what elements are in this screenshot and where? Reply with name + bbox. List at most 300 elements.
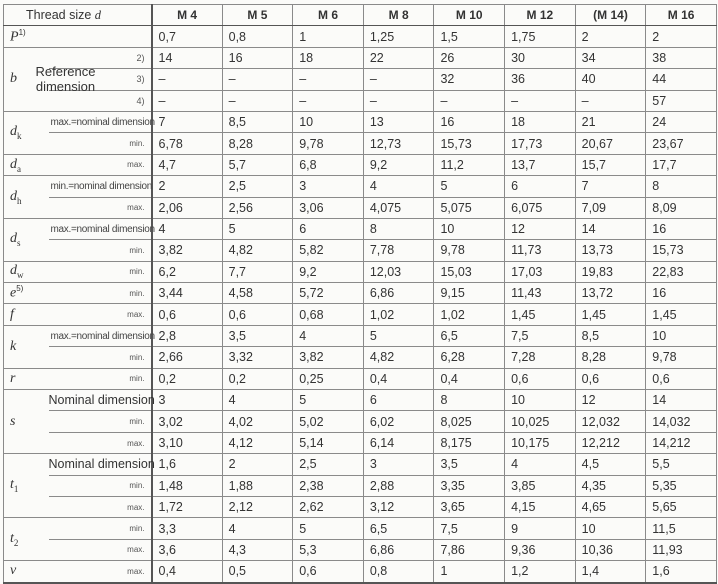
value-cell: 13 <box>363 111 434 132</box>
size-header: M 6 <box>293 5 364 26</box>
value-cell: 6,02 <box>363 411 434 432</box>
value-cell: 12,032 <box>575 411 646 432</box>
value-cell: 8 <box>363 218 434 239</box>
value-cell: 2,06 <box>152 197 223 218</box>
table-row <box>4 475 717 496</box>
value-cell: 11,43 <box>505 283 576 304</box>
symbol-cell <box>4 111 49 154</box>
value-cell: 6,28 <box>434 347 505 368</box>
value-cell: 4 <box>505 454 576 475</box>
qualifier: min.=nominal dimension <box>49 176 152 197</box>
qualifier: 2) <box>49 47 152 68</box>
value-cell: – <box>575 90 646 111</box>
value-cell: 3,82 <box>152 240 223 261</box>
value-cell: 6,78 <box>152 133 223 154</box>
value-cell: 1,4 <box>575 561 646 583</box>
value-cell: 38 <box>646 47 717 68</box>
value-cell: 17,03 <box>505 261 576 282</box>
value-cell: 44 <box>646 69 717 90</box>
table-row <box>4 368 717 389</box>
value-cell: 0,2 <box>222 368 293 389</box>
value-cell: 3,6 <box>152 539 223 560</box>
value-cell: 4,075 <box>363 197 434 218</box>
value-cell: 10,36 <box>575 539 646 560</box>
table-row <box>4 454 717 475</box>
symbol: d <box>10 124 17 140</box>
value-cell: – <box>222 69 293 90</box>
value-cell: 0,25 <box>293 368 364 389</box>
value-cell: 6 <box>363 390 434 411</box>
value-cell: 11,73 <box>505 240 576 261</box>
value-cell: 7,86 <box>434 539 505 560</box>
value-cell: – <box>363 69 434 90</box>
value-cell: 11,5 <box>646 518 717 539</box>
table-row <box>4 325 717 346</box>
value-cell: 36 <box>505 69 576 90</box>
symbol-cell <box>4 390 49 454</box>
qualifier: min. <box>49 475 152 496</box>
symbol: d <box>10 156 17 172</box>
value-cell: 7,5 <box>434 518 505 539</box>
qualifier: max. <box>49 197 152 218</box>
value-cell: 0,6 <box>575 368 646 389</box>
value-cell: 5,02 <box>293 411 364 432</box>
symbol-cell <box>4 176 49 219</box>
value-cell: 8,5 <box>575 325 646 346</box>
value-cell: 13,7 <box>505 154 576 175</box>
value-cell: 0,6 <box>222 304 293 325</box>
value-cell: 16 <box>646 283 717 304</box>
table-row <box>4 154 717 175</box>
value-cell: 14 <box>152 47 223 68</box>
value-cell: 14,212 <box>646 432 717 453</box>
value-cell: 3,35 <box>434 475 505 496</box>
value-cell: 4,02 <box>222 411 293 432</box>
value-cell: 0,68 <box>293 304 364 325</box>
value-cell: 30 <box>505 47 576 68</box>
value-cell: 10 <box>505 390 576 411</box>
value-cell: – <box>152 69 223 90</box>
value-cell: 5,075 <box>434 197 505 218</box>
value-cell: 16 <box>646 218 717 239</box>
value-cell: 3,12 <box>363 496 434 517</box>
value-cell: 8 <box>646 176 717 197</box>
value-cell: 11,93 <box>646 539 717 560</box>
value-cell: 9,78 <box>293 133 364 154</box>
value-cell: 12 <box>505 218 576 239</box>
qualifier: min. <box>49 368 152 389</box>
qualifier: min. <box>49 518 152 539</box>
symbol-cell <box>4 47 96 111</box>
value-cell: 10 <box>434 218 505 239</box>
table-row <box>4 218 717 239</box>
value-cell: 10,025 <box>505 411 576 432</box>
value-cell: 1 <box>293 26 364 47</box>
symbol: r <box>10 370 16 386</box>
value-cell: 1,02 <box>434 304 505 325</box>
thread-size-header <box>4 5 152 26</box>
table-row <box>4 539 717 560</box>
value-cell: 12,03 <box>363 261 434 282</box>
value-cell: 4,58 <box>222 283 293 304</box>
header-row <box>4 5 717 26</box>
value-cell: 7,09 <box>575 197 646 218</box>
symbol: P <box>10 29 19 45</box>
value-cell: 0,8 <box>363 561 434 583</box>
symbol: v <box>10 563 17 579</box>
size-header: M 16 <box>646 5 717 26</box>
table-row <box>4 197 717 218</box>
value-cell: 2,88 <box>363 475 434 496</box>
value-cell: 3,85 <box>505 475 576 496</box>
value-cell: 5,82 <box>293 240 364 261</box>
symbol-subscript: w <box>17 270 24 281</box>
value-cell: 4,12 <box>222 432 293 453</box>
value-cell: 6,8 <box>293 154 364 175</box>
table-row <box>4 304 717 325</box>
value-cell: 0,7 <box>152 26 223 47</box>
value-cell: 17,73 <box>505 133 576 154</box>
symbol: f <box>10 306 14 322</box>
value-cell: 15,7 <box>575 154 646 175</box>
size-header: (M 14) <box>575 5 646 26</box>
value-cell: 11,2 <box>434 154 505 175</box>
value-cell: 9,78 <box>646 347 717 368</box>
table-row <box>4 561 717 583</box>
value-cell: 5 <box>434 176 505 197</box>
value-cell: 12,73 <box>363 133 434 154</box>
value-cell: 4,7 <box>152 154 223 175</box>
qualifier: max. <box>49 432 152 453</box>
symbol-cell <box>4 368 49 389</box>
value-cell: 1,5 <box>434 26 505 47</box>
value-cell: 1 <box>434 561 505 583</box>
value-cell: 15,03 <box>434 261 505 282</box>
value-cell: 8 <box>434 390 505 411</box>
table-row <box>4 261 717 282</box>
qualifier: max. <box>49 154 152 175</box>
value-cell: 10 <box>646 325 717 346</box>
value-cell: 2 <box>646 26 717 47</box>
value-cell: 1,6 <box>152 454 223 475</box>
value-cell: 6,075 <box>505 197 576 218</box>
value-cell: 1,48 <box>152 475 223 496</box>
value-cell: 8,28 <box>222 133 293 154</box>
value-cell: 4 <box>363 176 434 197</box>
qualifier: 3) <box>49 69 152 90</box>
value-cell: 2,62 <box>293 496 364 517</box>
value-cell: 0,5 <box>222 561 293 583</box>
value-cell: 3,44 <box>152 283 223 304</box>
value-cell: 0,4 <box>434 368 505 389</box>
value-cell: 2,66 <box>152 347 223 368</box>
value-cell: 7,5 <box>505 325 576 346</box>
value-cell: – <box>152 90 223 111</box>
value-cell: 6 <box>293 218 364 239</box>
value-cell: 8,025 <box>434 411 505 432</box>
value-cell: 14 <box>575 218 646 239</box>
table-row <box>4 47 717 68</box>
value-cell: 2,5 <box>293 454 364 475</box>
value-cell: 3,06 <box>293 197 364 218</box>
footnote-ref: 5) <box>16 284 24 294</box>
symbol-cell <box>4 154 49 175</box>
value-cell: 18 <box>293 47 364 68</box>
value-cell: 14 <box>646 390 717 411</box>
value-cell: 7,7 <box>222 261 293 282</box>
size-header: M 5 <box>222 5 293 26</box>
value-cell: 7 <box>152 111 223 132</box>
value-cell: 10,175 <box>505 432 576 453</box>
symbol-description: Reference dimension <box>35 64 96 95</box>
table-row <box>4 411 717 432</box>
symbol: k <box>10 338 17 354</box>
value-cell: 2,56 <box>222 197 293 218</box>
value-cell: 9,36 <box>505 539 576 560</box>
qualifier: Nominal dimension <box>49 454 152 475</box>
value-cell: 8,175 <box>434 432 505 453</box>
table-row <box>4 518 717 539</box>
value-cell: 18 <box>505 111 576 132</box>
value-cell: 4 <box>293 325 364 346</box>
symbol-cell <box>4 561 49 583</box>
value-cell: – <box>293 69 364 90</box>
value-cell: 2,5 <box>222 176 293 197</box>
symbol: t <box>10 477 14 493</box>
value-cell: 1,45 <box>505 304 576 325</box>
qualifier: max.=nominal dimension <box>49 218 152 239</box>
qualifier: min. <box>49 133 152 154</box>
value-cell: 0,6 <box>646 368 717 389</box>
table-row <box>4 496 717 517</box>
value-cell: 57 <box>646 90 717 111</box>
table-row <box>4 347 717 368</box>
value-cell: 4,65 <box>575 496 646 517</box>
table-row <box>4 176 717 197</box>
value-cell: 2 <box>575 26 646 47</box>
value-cell: 12 <box>575 390 646 411</box>
qualifier: min. <box>49 283 152 304</box>
value-cell: 17,7 <box>646 154 717 175</box>
value-cell: 13,73 <box>575 240 646 261</box>
symbol-cell <box>4 518 49 561</box>
value-cell: 32 <box>434 69 505 90</box>
table-row <box>4 133 717 154</box>
value-cell: 12,212 <box>575 432 646 453</box>
value-cell: 1,72 <box>152 496 223 517</box>
table-body <box>4 26 717 583</box>
qualifier: Nominal dimension <box>49 390 152 411</box>
qualifier: min. <box>49 347 152 368</box>
value-cell: 5 <box>222 218 293 239</box>
value-cell: 15,73 <box>646 240 717 261</box>
size-header: M 4 <box>152 5 223 26</box>
value-cell: 22 <box>363 47 434 68</box>
value-cell: – <box>222 90 293 111</box>
qualifier: max. <box>49 539 152 560</box>
value-cell: – <box>293 90 364 111</box>
symbol: d <box>10 231 17 247</box>
value-cell: 2 <box>222 454 293 475</box>
value-cell: 3,02 <box>152 411 223 432</box>
symbol-cell <box>4 261 49 282</box>
value-cell: 9,2 <box>363 154 434 175</box>
value-cell: 0,4 <box>363 368 434 389</box>
value-cell: 24 <box>646 111 717 132</box>
value-cell: 7 <box>575 176 646 197</box>
qualifier: max. <box>49 496 152 517</box>
value-cell: 7,78 <box>363 240 434 261</box>
symbol-cell <box>4 304 49 325</box>
value-cell: 4,3 <box>222 539 293 560</box>
qualifier: 4) <box>49 90 152 111</box>
table-row <box>4 111 717 132</box>
value-cell: 13,72 <box>575 283 646 304</box>
symbol-subscript: 2 <box>13 537 19 548</box>
symbol: s <box>10 413 16 429</box>
symbol: d <box>10 188 17 204</box>
value-cell: 1,25 <box>363 26 434 47</box>
value-cell: 16 <box>434 111 505 132</box>
value-cell: 26 <box>434 47 505 68</box>
value-cell: 3 <box>293 176 364 197</box>
value-cell: 10 <box>293 111 364 132</box>
value-cell: 1,02 <box>363 304 434 325</box>
qualifier: max.=nominal dimension <box>49 111 152 132</box>
value-cell: 0,4 <box>152 561 223 583</box>
value-cell: 6,5 <box>434 325 505 346</box>
value-cell: 0,2 <box>152 368 223 389</box>
value-cell: 4 <box>222 390 293 411</box>
value-cell: 0,8 <box>222 26 293 47</box>
value-cell: 3 <box>152 390 223 411</box>
value-cell: 1,45 <box>646 304 717 325</box>
value-cell: 3 <box>363 454 434 475</box>
qualifier: min. <box>49 240 152 261</box>
value-cell: 5,3 <box>293 539 364 560</box>
value-cell: 8,5 <box>222 111 293 132</box>
value-cell: 21 <box>575 111 646 132</box>
value-cell: 15,73 <box>434 133 505 154</box>
symbol-subscript: k <box>17 131 22 142</box>
qualifier: max. <box>49 561 152 583</box>
value-cell: 9,2 <box>293 261 364 282</box>
value-cell: 3,5 <box>222 325 293 346</box>
value-cell: 4,15 <box>505 496 576 517</box>
symbol-cell <box>4 454 49 518</box>
value-cell: 1,45 <box>575 304 646 325</box>
value-cell: 8,09 <box>646 197 717 218</box>
symbol-cell <box>4 325 49 368</box>
size-header: M 10 <box>434 5 505 26</box>
value-cell: 5,5 <box>646 454 717 475</box>
value-cell: 2,12 <box>222 496 293 517</box>
value-cell: 8,28 <box>575 347 646 368</box>
value-cell: 2,8 <box>152 325 223 346</box>
table-row <box>4 283 717 304</box>
value-cell: 1,88 <box>222 475 293 496</box>
size-header: M 12 <box>505 5 576 26</box>
value-cell: 1,2 <box>505 561 576 583</box>
table-row <box>4 390 717 411</box>
value-cell: 5 <box>293 390 364 411</box>
value-cell: 1,6 <box>646 561 717 583</box>
footnote-ref: 1) <box>18 27 26 37</box>
qualifier: min. <box>49 411 152 432</box>
symbol-cell <box>4 283 49 304</box>
value-cell: 4 <box>152 218 223 239</box>
value-cell: 3,32 <box>222 347 293 368</box>
value-cell: 40 <box>575 69 646 90</box>
value-cell: 2,38 <box>293 475 364 496</box>
value-cell: 9,15 <box>434 283 505 304</box>
value-cell: 20,67 <box>575 133 646 154</box>
value-cell: 5,14 <box>293 432 364 453</box>
value-cell: 3,3 <box>152 518 223 539</box>
symbol-subscript: 1 <box>13 484 19 495</box>
symbol: b <box>10 71 17 87</box>
value-cell: 6,5 <box>363 518 434 539</box>
value-cell: 1,75 <box>505 26 576 47</box>
value-cell: 4,5 <box>575 454 646 475</box>
value-cell: 5,35 <box>646 475 717 496</box>
symbol-subscript: a <box>17 163 21 174</box>
symbol-subscript: h <box>17 195 22 206</box>
table-row <box>4 26 717 47</box>
qualifier: max.=nominal dimension <box>49 325 152 346</box>
value-cell: – <box>363 90 434 111</box>
value-cell: 5,65 <box>646 496 717 517</box>
table-row <box>4 432 717 453</box>
value-cell: 4,82 <box>363 347 434 368</box>
symbol: e <box>10 286 17 302</box>
thread-size-symbol: d <box>94 7 102 22</box>
value-cell: 6,14 <box>363 432 434 453</box>
value-cell: 3,65 <box>434 496 505 517</box>
value-cell: 3,5 <box>434 454 505 475</box>
value-cell: 22,83 <box>646 261 717 282</box>
size-header: M 8 <box>363 5 434 26</box>
value-cell: 7,28 <box>505 347 576 368</box>
qualifier: max. <box>49 304 152 325</box>
value-cell: 5 <box>363 325 434 346</box>
thread-dimensions-table <box>3 4 717 584</box>
value-cell: 9 <box>505 518 576 539</box>
value-cell: 3,10 <box>152 432 223 453</box>
value-cell: 9,78 <box>434 240 505 261</box>
value-cell: 6 <box>505 176 576 197</box>
value-cell: 6,86 <box>363 539 434 560</box>
value-cell: 2 <box>152 176 223 197</box>
value-cell: 19,83 <box>575 261 646 282</box>
value-cell: 6,2 <box>152 261 223 282</box>
qualifier <box>49 26 152 47</box>
value-cell: 5,7 <box>222 154 293 175</box>
value-cell: – <box>505 90 576 111</box>
value-cell: 5 <box>293 518 364 539</box>
symbol: d <box>10 263 17 279</box>
value-cell: 4,35 <box>575 475 646 496</box>
symbol-cell <box>4 26 49 47</box>
value-cell: 34 <box>575 47 646 68</box>
value-cell: 16 <box>222 47 293 68</box>
value-cell: 23,67 <box>646 133 717 154</box>
thread-size-label: Thread size <box>26 7 92 22</box>
value-cell: 0,6 <box>152 304 223 325</box>
value-cell: 5,72 <box>293 283 364 304</box>
symbol: t <box>10 530 14 546</box>
qualifier: min. <box>49 261 152 282</box>
